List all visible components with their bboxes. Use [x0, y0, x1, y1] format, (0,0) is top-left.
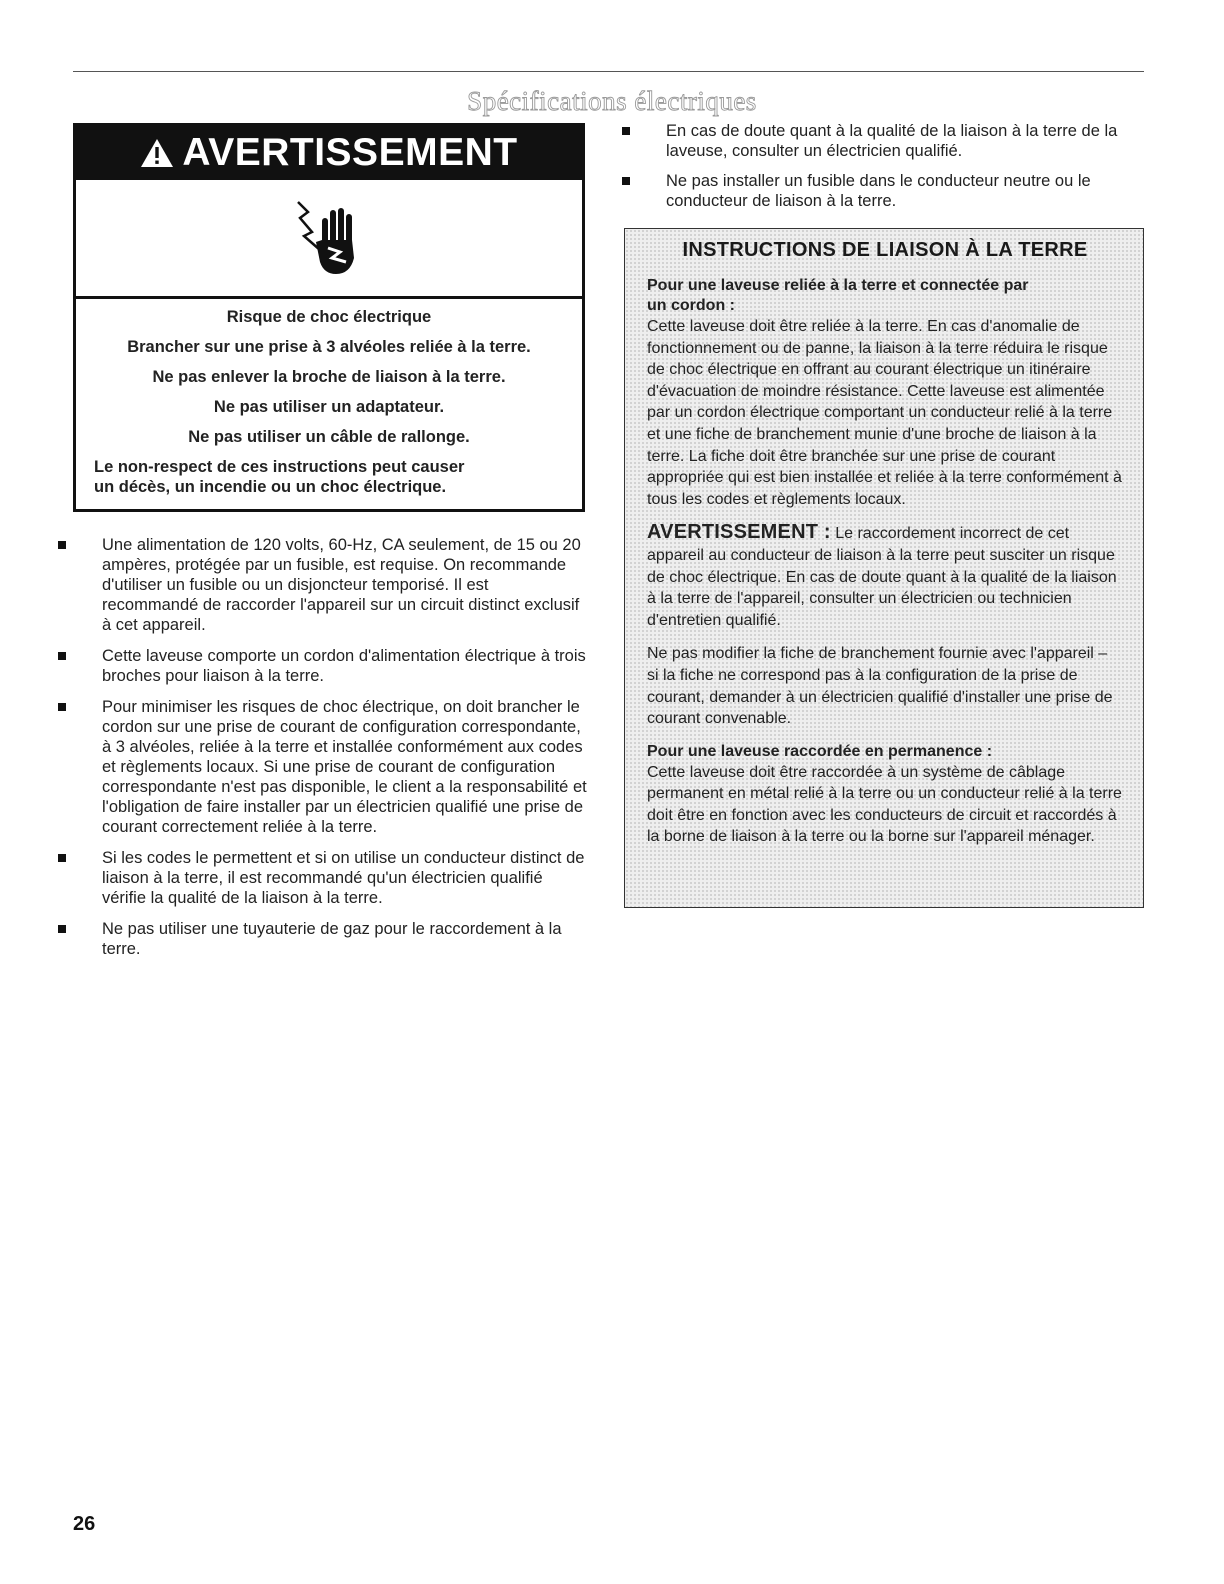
warning-title: AVERTISSEMENT: [182, 131, 518, 174]
consequence-line-1: Le non-respect de ces instructions peut causer: [94, 458, 465, 476]
warning-consequence: [94, 457, 568, 497]
consequence-line-2: un décès, un incendie ou un choc électrique.: [94, 478, 447, 496]
top-divider: [73, 71, 1144, 72]
plug-paragraph: Ne pas modifier la fiche de branchement fournie avec l'appareil – si la fiche ne correspond pas à la configuration de la prise de courant, demander à un électricien qualifié d'installer une prise de courant convenable.: [647, 645, 1113, 728]
right-bullet-list: [621, 121, 1146, 221]
bullet-square-icon: [58, 703, 66, 711]
list-item: Pour minimiser les risques de choc électrique, on doit brancher le cordon sur une prise de courant de configuration correspondante, à 3 alvéoles, reliée à la terre et installée conformément aux codes et règlements locaux. Si une prise de courant de configuration correspondante n'est pas disponible, le client a la responsabilité et l'obligation de faire installer par un électricien qualifié une prise de courant correctement reliée à la terre.: [57, 697, 587, 837]
page-number: 26: [73, 1513, 96, 1535]
bullet-square-icon: [622, 177, 630, 185]
warning-icon-area: [76, 180, 582, 299]
bullet-square-icon: [58, 541, 66, 549]
warning-line: Ne pas utiliser un adaptateur.: [213, 398, 445, 416]
list-item: Si les codes le permettent et si on utilise un conducteur distinct de liaison à la terre, il est recommandé qu'un électricien qualifié vérifie la qualité de la liaison à la terre.: [57, 848, 587, 908]
warning-label: AVERTISSEMENT :: [647, 521, 831, 544]
cord-heading: Pour une laveuse reliée à la terre et connectée par un cordon :: [647, 277, 1029, 314]
bullet-square-icon: [58, 652, 66, 660]
warning-line: Brancher sur une prise à 3 alvéoles reliée à la terre.: [127, 338, 531, 356]
warning-line: Risque de choc électrique: [226, 308, 432, 326]
warning-box: [73, 123, 585, 512]
list-item: Une alimentation de 120 volts, 60-Hz, CA seulement, de 15 ou 20 ampères, protégée par un fusible, est requise. On recommande d'utiliser un fusible ou un disjoncteur temporisé. Il est recommandé de raccorder l'appareil sur un circuit distinct exclusif à cet appareil.: [57, 535, 587, 635]
list-item: Ne pas installer un fusible dans le conducteur neutre ou le conducteur de liaison à la terre.: [621, 171, 1146, 211]
grounding-instructions-box: [624, 228, 1144, 908]
warning-line: Ne pas utiliser un câble de rallonge.: [188, 428, 470, 446]
bullet-square-icon: [58, 854, 66, 862]
list-item: Ne pas utiliser une tuyauterie de gaz pour le raccordement à la terre.: [57, 919, 587, 959]
cord-paragraph: Cette laveuse doit être reliée à la terre. En cas d'anomalie de fonctionnement ou de panne, la liaison à la terre réduira le risque de choc électrique en offrant au courant électrique un itinéraire d'évacuation de moindre résistance. Cette laveuse est alimentée par un cordon électrique comportant un conducteur relié à la terre et une fiche de branchement munie d'une broche de liaison à la terre. La fiche doit être branchée sur une prise de courant appropriée qui est bien installée et reliée à la terre conformément à tous les codes et règlements locaux.: [647, 318, 1122, 508]
warning-lines: [76, 299, 582, 497]
permanent-heading: Pour une laveuse raccordée en permanence :: [647, 742, 993, 760]
grounding-title: INSTRUCTIONS DE LIAISON À LA TERRE: [682, 239, 1088, 261]
warning-header: [76, 126, 582, 180]
permanent-paragraph: Cette laveuse doit être raccordée à un système de câblage permanent en métal relié à la terre ou un conducteur relié à la terre doit être en fonction avec les conducteurs de circuit et raccordés à la borne de liaison à la terre ou la borne sur l'appareil ménager.: [647, 763, 1122, 846]
warning-triangle-icon: [140, 138, 174, 168]
warning-paragraph: [647, 522, 1123, 631]
bullet-square-icon: [622, 127, 630, 135]
warning-line: Ne pas enlever la broche de liaison à la terre.: [152, 368, 506, 386]
list-item: Cette laveuse comporte un cordon d'alimentation électrique à trois broches pour liaison à la terre.: [57, 646, 587, 686]
section-title: Spécifications électriques: [467, 86, 757, 116]
list-item: En cas de doute quant à la qualité de la liaison à la terre de la laveuse, consulter un électricien qualifié.: [621, 121, 1146, 161]
left-bullet-list: [57, 535, 587, 970]
warning-text: Le raccordement incorrect de cet appareil au conducteur de liaison à la terre peut susciter un risque de choc électrique. En cas de doute quant à la qualité de la liaison à la terre de l'appareil, consulter un électricien ou technicien d'entretien qualifié.: [647, 525, 1117, 629]
bullet-square-icon: [58, 925, 66, 933]
electrical-shock-hand-icon: [294, 198, 364, 278]
